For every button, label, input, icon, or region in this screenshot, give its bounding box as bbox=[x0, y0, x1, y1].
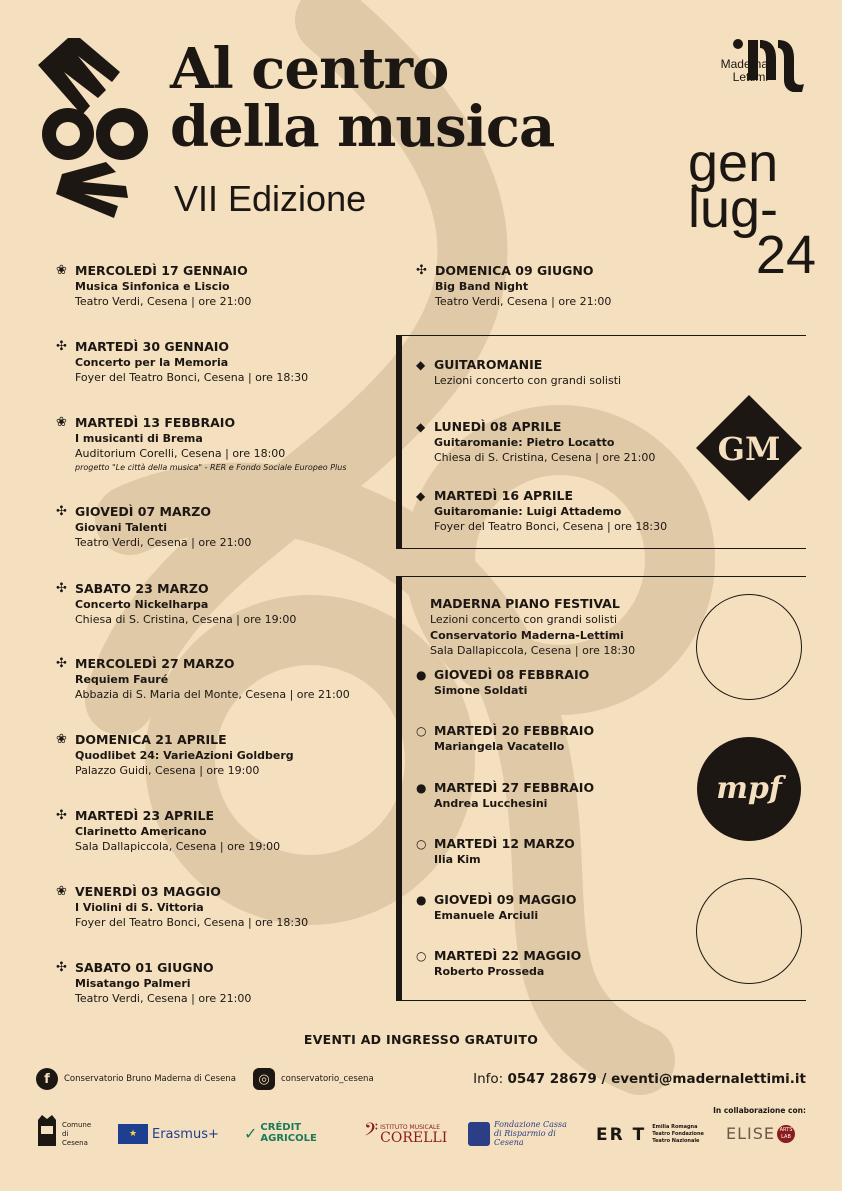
divider bbox=[396, 1000, 806, 1001]
event-name: Giovani Talenti bbox=[75, 521, 167, 534]
event-date: MERCOLEDÌ 17 GENNAIO bbox=[75, 263, 248, 278]
brand-line-1: Maderna bbox=[720, 57, 768, 71]
hollow-dot-icon: ○ bbox=[416, 837, 427, 851]
event-note: progetto "Le città della musica" - RER e Fondo Sociale Europeo Plus bbox=[75, 463, 347, 472]
event-date: MARTEDÌ 12 MARZO bbox=[434, 836, 575, 851]
flower-icon: ❀ bbox=[56, 732, 67, 747]
flower-icon: ❀ bbox=[56, 884, 67, 899]
period-line-3: 24 bbox=[755, 225, 816, 285]
hollow-circle-icon bbox=[696, 594, 802, 700]
event-name: Misatango Palmeri bbox=[75, 977, 191, 990]
event-name: Emanuele Arciuli bbox=[434, 909, 539, 922]
piano-festival-badge-icon bbox=[696, 736, 802, 842]
event-name: Andrea Lucchesini bbox=[434, 797, 548, 810]
event-date: MARTEDÌ 23 APRILE bbox=[75, 808, 214, 823]
section-title: MADERNA PIANO FESTIVAL bbox=[430, 596, 620, 611]
period-line-1: gen bbox=[688, 133, 779, 193]
event-date: MARTEDÌ 27 FEBBRAIO bbox=[434, 780, 595, 795]
event-place: Foyer del Teatro Bonci, Cesena | ore 18:30 bbox=[75, 371, 309, 384]
fondazione-icon bbox=[468, 1122, 490, 1146]
title-line-1: Al centro bbox=[170, 36, 449, 102]
event-item bbox=[56, 960, 386, 1007]
diamond-icon: ◆ bbox=[416, 489, 426, 503]
edition-label: VII Edizione bbox=[174, 178, 367, 219]
badge-text: mpf bbox=[716, 771, 782, 806]
event-date: MARTEDÌ 16 APRILE bbox=[434, 488, 573, 503]
event-item bbox=[416, 488, 696, 535]
event-item bbox=[416, 263, 746, 310]
divider bbox=[396, 576, 806, 577]
free-entry-label: EVENTI AD INGRESSO GRATUITO bbox=[303, 1032, 539, 1047]
clover-icon: ✣ bbox=[56, 339, 67, 354]
piano-festival-header bbox=[412, 596, 692, 659]
event-date: GIOVEDÌ 08 FEBBRAIO bbox=[434, 667, 590, 682]
event-name: Guitaromanie: Luigi Attademo bbox=[434, 505, 622, 518]
event-name: Clarinetto Americano bbox=[75, 825, 207, 838]
guitaromanie-badge-icon bbox=[694, 393, 804, 503]
sponsor-corelli-top: ISTITUTO MUSICALE bbox=[380, 1123, 441, 1131]
period-line-2: lug- bbox=[688, 179, 779, 239]
flower-icon: ❀ bbox=[56, 263, 67, 278]
venue-place: Sala Dallapiccola, Cesena | ore 18:30 bbox=[430, 644, 636, 657]
event-item bbox=[56, 339, 386, 386]
event-place: Teatro Verdi, Cesena | ore 21:00 bbox=[75, 536, 252, 549]
instagram-label: conservatorio_cesena bbox=[281, 1074, 374, 1084]
event-item bbox=[416, 419, 696, 466]
filled-dot-icon: ● bbox=[416, 893, 427, 907]
event-date: VENERDÌ 03 MAGGIO bbox=[75, 884, 221, 899]
event-place: Teatro Verdi, Cesena | ore 21:00 bbox=[75, 992, 252, 1005]
event-item bbox=[56, 884, 386, 931]
page-title bbox=[170, 36, 555, 160]
event-name: I Violini di S. Vittoria bbox=[75, 901, 204, 914]
clover-icon: ✣ bbox=[56, 581, 67, 596]
brand-text bbox=[712, 58, 768, 84]
hollow-circle-icon bbox=[696, 878, 802, 984]
event-place: Sala Dallapiccola, Cesena | ore 19:00 bbox=[75, 840, 281, 853]
venue-name: Conservatorio Maderna-Lettimi bbox=[430, 629, 624, 642]
clover-icon: ✣ bbox=[56, 656, 67, 671]
sponsor-credit-line1: CRÉDIT bbox=[260, 1122, 302, 1133]
event-name: Roberto Prosseda bbox=[434, 965, 545, 978]
event-item bbox=[56, 415, 386, 474]
divider bbox=[396, 548, 806, 549]
event-date: SABATO 23 MARZO bbox=[75, 581, 209, 596]
event-place: Chiesa di S. Cristina, Cesena | ore 21:00 bbox=[434, 451, 656, 464]
event-date: SABATO 01 GIUGNO bbox=[75, 960, 214, 975]
clover-icon: ✣ bbox=[56, 960, 67, 975]
diamond-icon: ◆ bbox=[416, 420, 426, 434]
event-date: LUNEDÌ 08 APRILE bbox=[434, 419, 562, 434]
guitaromanie-header bbox=[416, 357, 696, 389]
bass-clef-icon: 𝄢 bbox=[364, 1120, 379, 1145]
event-name: Quodlibet 24: VarieAzioni Goldberg bbox=[75, 749, 294, 762]
facebook-label: Conservatorio Bruno Maderna di Cesena bbox=[64, 1074, 236, 1084]
event-place: Foyer del Teatro Bonci, Cesena | ore 18:30 bbox=[434, 520, 668, 533]
sponsor-credit-line2: AGRICOLE bbox=[260, 1133, 317, 1144]
sponsor-fondazione-label: Fondazione Cassa di Risparmio di Cesena bbox=[494, 1120, 567, 1147]
divider bbox=[396, 335, 806, 336]
sponsor-ert-sub: Emilia Romagna Teatro Fondazione Teatro Nazionale bbox=[652, 1124, 704, 1144]
sponsor-fondazione bbox=[468, 1120, 572, 1147]
event-item bbox=[416, 667, 696, 698]
section-bar bbox=[396, 576, 402, 1001]
section-subtitle: Lezioni concerto con grandi solisti bbox=[434, 374, 622, 387]
diamond-icon: ◆ bbox=[416, 358, 426, 372]
event-item bbox=[56, 732, 386, 779]
event-item bbox=[56, 656, 386, 703]
event-item bbox=[416, 948, 696, 979]
section-title: GUITAROMANIE bbox=[434, 357, 543, 372]
instagram-icon: ◎ bbox=[253, 1068, 275, 1090]
event-place: Teatro Verdi, Cesena | ore 21:00 bbox=[75, 295, 252, 308]
event-date: MARTEDÌ 20 FEBBRAIO bbox=[434, 723, 595, 738]
clover-icon: ✣ bbox=[416, 263, 427, 278]
instagram-link[interactable] bbox=[253, 1068, 374, 1090]
sponsor-erasmus bbox=[118, 1124, 219, 1144]
event-place: Palazzo Guidi, Cesena | ore 19:00 bbox=[75, 764, 260, 777]
event-date: MERCOLEDÌ 27 MARZO bbox=[75, 656, 235, 671]
facebook-icon: f bbox=[36, 1068, 58, 1090]
event-date: DOMENICA 09 GIUGNO bbox=[435, 263, 594, 278]
hollow-dot-icon: ○ bbox=[416, 949, 427, 963]
clover-icon: ✣ bbox=[56, 504, 67, 519]
period-label bbox=[686, 133, 816, 285]
credit-agricole-icon: ✓ bbox=[244, 1123, 258, 1143]
sponsor-elise bbox=[726, 1124, 795, 1143]
brand-line-2: Lettimi bbox=[732, 70, 768, 84]
filled-dot-icon: ● bbox=[416, 668, 427, 682]
event-name: Requiem Fauré bbox=[75, 673, 169, 686]
section-subtitle: Lezioni concerto con grandi solisti bbox=[430, 613, 618, 626]
sponsor-credit-agricole bbox=[244, 1122, 317, 1144]
sponsor-corelli bbox=[364, 1120, 447, 1145]
event-place: Abbazia di S. Maria del Monte, Cesena | ore 21:00 bbox=[75, 688, 350, 701]
sponsor-comune-label: Comune di Cesena bbox=[62, 1120, 92, 1147]
event-item bbox=[416, 836, 696, 867]
event-name: Concerto Nickelharpa bbox=[75, 598, 209, 611]
facebook-link[interactable] bbox=[36, 1068, 236, 1090]
sponsor-elise-label: ELISE bbox=[726, 1124, 776, 1143]
event-date: GIOVEDÌ 07 MARZO bbox=[75, 504, 211, 519]
coat-of-arms-icon bbox=[36, 1114, 58, 1154]
event-item bbox=[56, 504, 386, 551]
event-place: Auditorium Corelli, Cesena | ore 18:00 bbox=[75, 447, 286, 460]
sponsor-ert bbox=[596, 1124, 704, 1145]
event-place: Foyer del Teatro Bonci, Cesena | ore 18:30 bbox=[75, 916, 309, 929]
contact-info bbox=[473, 1071, 806, 1087]
title-line-2: della musica bbox=[170, 94, 555, 160]
event-item bbox=[416, 780, 696, 811]
event-item bbox=[56, 581, 386, 628]
event-name: I musicanti di Brema bbox=[75, 432, 203, 445]
hollow-dot-icon: ○ bbox=[416, 724, 427, 738]
event-item bbox=[56, 808, 386, 855]
event-date: MARTEDÌ 30 GENNAIO bbox=[75, 339, 230, 354]
flower-icon: ❀ bbox=[56, 415, 67, 430]
sponsor-corelli-label: CORELLI bbox=[380, 1129, 448, 1146]
event-date: MARTEDÌ 13 FEBBRAIO bbox=[75, 415, 236, 430]
filled-dot-icon: ● bbox=[416, 781, 427, 795]
event-name: Ilia Kim bbox=[434, 853, 481, 866]
event-place: Chiesa di S. Cristina, Cesena | ore 19:00 bbox=[75, 613, 297, 626]
event-name: Simone Soldati bbox=[434, 684, 528, 697]
event-item bbox=[416, 892, 696, 923]
event-place: Teatro Verdi, Cesena | ore 21:00 bbox=[435, 295, 612, 308]
sponsor-ert-label: ER T bbox=[596, 1124, 647, 1145]
sponsor-erasmus-label: Erasmus+ bbox=[152, 1126, 219, 1142]
section-bar bbox=[396, 335, 402, 549]
event-item bbox=[416, 723, 696, 754]
event-item bbox=[56, 263, 386, 310]
badge-text: GM bbox=[717, 430, 781, 468]
event-name: Concerto per la Memoria bbox=[75, 356, 229, 369]
clover-icon: ✣ bbox=[56, 808, 67, 823]
sponsor-comune bbox=[36, 1114, 94, 1154]
info-label: Info: bbox=[473, 1071, 504, 1087]
eu-flag-icon: ★ bbox=[118, 1124, 148, 1144]
event-date: DOMENICA 21 APRILE bbox=[75, 732, 227, 747]
collaboration-label: In collaborazione con: bbox=[713, 1106, 806, 1115]
sponsor-strip bbox=[36, 1112, 812, 1162]
elise-badge-icon: ARTS LAB bbox=[777, 1125, 795, 1143]
event-name: Guitaromanie: Pietro Locatto bbox=[434, 436, 615, 449]
event-name: Mariangela Vacatello bbox=[434, 740, 565, 753]
event-date: GIOVEDÌ 09 MAGGIO bbox=[434, 892, 577, 907]
festival-logo-icon bbox=[32, 34, 162, 224]
event-date: MARTEDÌ 22 MAGGIO bbox=[434, 948, 582, 963]
info-value[interactable]: 0547 28679 / eventi@madernalettimi.it bbox=[507, 1071, 806, 1087]
event-name: Musica Sinfonica e Liscio bbox=[75, 280, 230, 293]
event-name: Big Band Night bbox=[435, 280, 529, 293]
